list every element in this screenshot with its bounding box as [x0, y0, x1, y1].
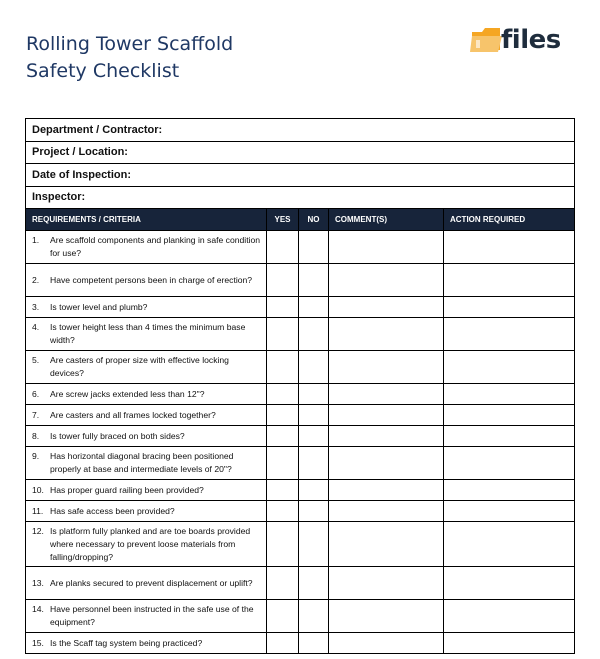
header-action-required: ACTION REQUIRED [444, 209, 575, 231]
inspector-field[interactable]: Inspector: [26, 186, 575, 209]
item-number: 5. [32, 355, 40, 365]
yes-checkbox-cell[interactable] [267, 501, 299, 522]
checklist-row [26, 297, 575, 318]
action-required-cell[interactable] [444, 522, 575, 567]
action-required-cell[interactable] [444, 318, 575, 351]
action-required-cell[interactable] [444, 426, 575, 447]
item-text: Are planks secured to prevent displacement or uplift? [50, 577, 253, 588]
header-yes: YES [267, 209, 299, 231]
item-number: 2. [32, 274, 40, 285]
document-title [26, 31, 233, 85]
item-text: Is the Scaff tag system being practiced? [50, 637, 203, 648]
comment-cell[interactable] [329, 231, 444, 264]
requirement-cell [26, 318, 267, 351]
no-checkbox-cell[interactable] [299, 501, 329, 522]
requirement-cell [26, 264, 267, 297]
department-field[interactable]: Department / Contractor: [26, 119, 575, 142]
comment-cell[interactable] [329, 522, 444, 567]
requirement-cell [26, 351, 267, 384]
logo-text: files [501, 25, 561, 55]
action-required-cell[interactable] [444, 351, 575, 384]
folder-icon [470, 26, 504, 54]
item-text: Have competent persons been in charge of erection? [50, 274, 253, 285]
yes-checkbox-cell[interactable] [267, 600, 299, 633]
item-number: 13. [32, 577, 44, 588]
no-checkbox-cell[interactable] [299, 405, 329, 426]
item-text: Is tower fully braced on both sides? [50, 430, 185, 441]
comment-cell[interactable] [329, 297, 444, 318]
no-checkbox-cell[interactable] [299, 231, 329, 264]
checklist-row [26, 351, 575, 384]
no-checkbox-cell[interactable] [299, 600, 329, 633]
item-text: Is platform fully planked and are toe boards provided where necessary to prevent loose materials from falling/dropping? [50, 525, 251, 562]
header-no: NO [299, 209, 329, 231]
comment-cell[interactable] [329, 447, 444, 480]
comment-cell[interactable] [329, 426, 444, 447]
checklist-row [26, 318, 575, 351]
item-number: 10. [32, 484, 44, 495]
no-checkbox-cell[interactable] [299, 567, 329, 600]
checklist-row [26, 405, 575, 426]
action-required-cell[interactable] [444, 405, 575, 426]
requirement-cell [26, 384, 267, 405]
comment-cell[interactable] [329, 318, 444, 351]
checklist-row [26, 600, 575, 633]
project-location-field[interactable]: Project / Location: [26, 141, 575, 164]
checklist-row [26, 447, 575, 480]
yes-checkbox-cell[interactable] [267, 426, 299, 447]
requirement-cell [26, 567, 267, 600]
action-required-cell[interactable] [444, 231, 575, 264]
no-checkbox-cell[interactable] [299, 522, 329, 567]
action-required-cell[interactable] [444, 384, 575, 405]
action-required-cell[interactable] [444, 447, 575, 480]
action-required-cell[interactable] [444, 264, 575, 297]
action-required-cell[interactable] [444, 633, 575, 654]
comment-cell[interactable] [329, 264, 444, 297]
checklist-row [26, 426, 575, 447]
no-checkbox-cell[interactable] [299, 297, 329, 318]
item-number: 8. [32, 430, 40, 441]
info-row-department [26, 119, 575, 142]
item-number: 3. [32, 301, 40, 312]
item-text: Has proper guard railing been provided? [50, 484, 204, 495]
item-text: Are screw jacks extended less than 12"? [50, 388, 205, 399]
files-logo [470, 24, 580, 58]
info-row-date [26, 164, 575, 187]
action-required-cell[interactable] [444, 501, 575, 522]
comment-cell[interactable] [329, 567, 444, 600]
item-number: 12. [32, 525, 44, 536]
comment-cell[interactable] [329, 351, 444, 384]
item-text: Have personnel been instructed in the safe use of the equipment? [50, 604, 254, 627]
requirement-cell [26, 480, 267, 501]
title-line-2: Safety Checklist [26, 60, 180, 82]
comment-cell[interactable] [329, 600, 444, 633]
requirement-cell [26, 522, 267, 567]
requirement-cell [26, 426, 267, 447]
checklist-row [26, 501, 575, 522]
info-row-project [26, 141, 575, 164]
item-number: 4. [32, 322, 40, 332]
yes-checkbox-cell[interactable] [267, 318, 299, 351]
requirement-cell [26, 405, 267, 426]
yes-checkbox-cell[interactable] [267, 384, 299, 405]
yes-checkbox-cell[interactable] [267, 567, 299, 600]
no-checkbox-cell[interactable] [299, 480, 329, 501]
yes-checkbox-cell[interactable] [267, 297, 299, 318]
yes-checkbox-cell[interactable] [267, 480, 299, 501]
item-text: Are casters of proper size with effective locking devices? [50, 355, 229, 378]
no-checkbox-cell[interactable] [299, 447, 329, 480]
header-requirements: REQUIREMENTS / CRITERIA [26, 209, 267, 231]
comment-cell[interactable] [329, 480, 444, 501]
requirement-cell [26, 297, 267, 318]
no-checkbox-cell[interactable] [299, 384, 329, 405]
requirement-cell [26, 633, 267, 654]
checklist-row [26, 522, 575, 567]
yes-checkbox-cell[interactable] [267, 264, 299, 297]
item-number: 6. [32, 388, 40, 399]
yes-checkbox-cell[interactable] [267, 522, 299, 567]
comment-cell[interactable] [329, 405, 444, 426]
item-text: Are scaffold components and planking in safe condition for use? [50, 235, 261, 258]
yes-checkbox-cell[interactable] [267, 447, 299, 480]
yes-checkbox-cell[interactable] [267, 231, 299, 264]
item-text: Is tower height less than 4 times the minimum base width? [50, 322, 246, 345]
action-required-cell[interactable] [444, 297, 575, 318]
checklist-row [26, 231, 575, 264]
checklist-row [26, 633, 575, 654]
no-checkbox-cell[interactable] [299, 318, 329, 351]
comment-cell[interactable] [329, 501, 444, 522]
header-comments: COMMENT(S) [329, 209, 444, 231]
comment-cell[interactable] [329, 384, 444, 405]
checklist-row [26, 384, 575, 405]
no-checkbox-cell[interactable] [299, 633, 329, 654]
no-checkbox-cell[interactable] [299, 351, 329, 384]
yes-checkbox-cell[interactable] [267, 351, 299, 384]
item-number: 15. [32, 637, 44, 648]
comment-cell[interactable] [329, 633, 444, 654]
item-number: 14. [32, 604, 44, 614]
requirement-cell [26, 600, 267, 633]
requirement-cell [26, 231, 267, 264]
item-number: 1. [32, 235, 40, 245]
item-number: 7. [32, 409, 40, 420]
item-text: Has safe access been provided? [50, 505, 175, 516]
item-text: Has horizontal diagonal bracing been positioned properly at base and intermediate levels of 20"? [50, 451, 234, 474]
checklist-row [26, 567, 575, 600]
column-header-row [26, 209, 575, 231]
item-number: 9. [32, 451, 40, 461]
checklist-row [26, 264, 575, 297]
item-number: 11. [32, 505, 44, 516]
info-row-inspector [26, 186, 575, 209]
action-required-cell[interactable] [444, 480, 575, 501]
item-text: Is tower level and plumb? [50, 301, 148, 312]
yes-checkbox-cell[interactable] [267, 633, 299, 654]
action-required-cell[interactable] [444, 600, 575, 633]
no-checkbox-cell[interactable] [299, 426, 329, 447]
title-line-1: Rolling Tower Scaffold [26, 33, 234, 55]
checklist-row [26, 480, 575, 501]
requirement-cell [26, 501, 267, 522]
date-of-inspection-field[interactable]: Date of Inspection: [26, 164, 575, 187]
yes-checkbox-cell[interactable] [267, 405, 299, 426]
checklist-table [25, 118, 575, 654]
action-required-cell[interactable] [444, 567, 575, 600]
item-text: Are casters and all frames locked together? [50, 409, 216, 420]
no-checkbox-cell[interactable] [299, 264, 329, 297]
requirement-cell [26, 447, 267, 480]
